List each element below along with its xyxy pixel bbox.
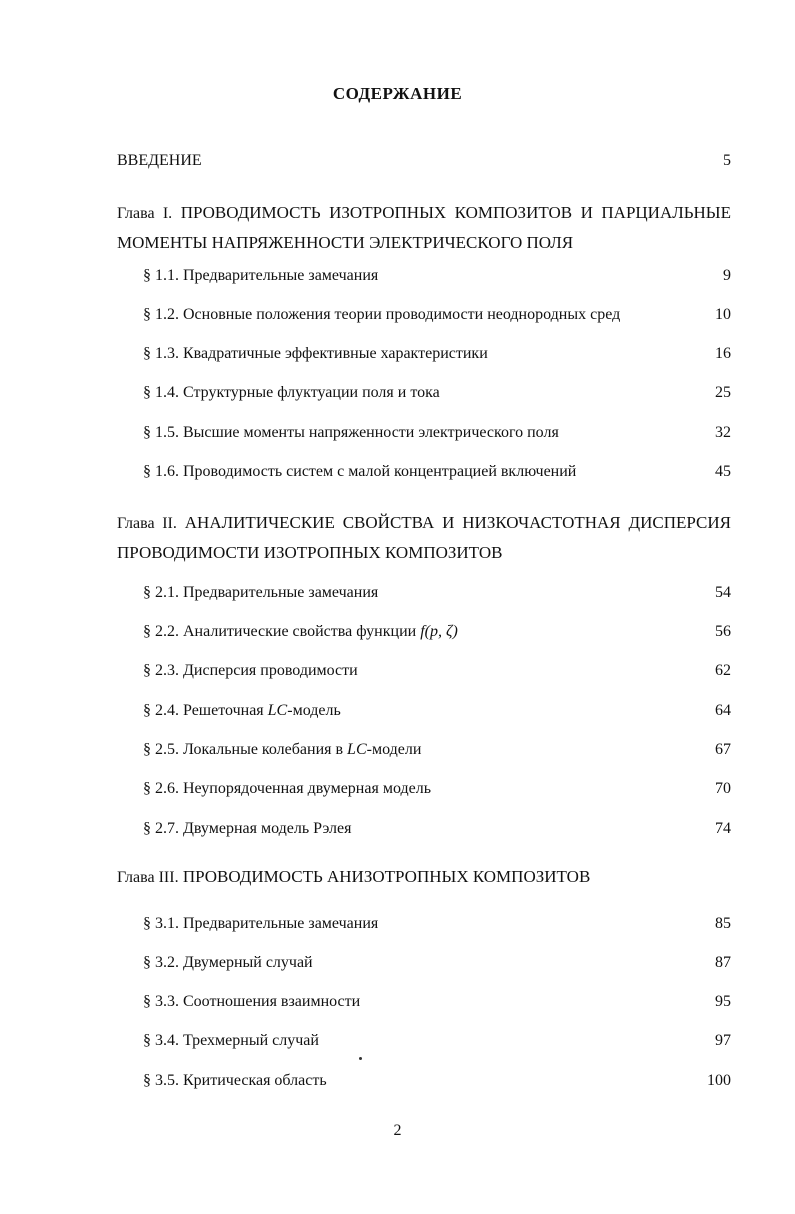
toc-entry-text	[143, 620, 458, 644]
chapter-heading-2[interactable]	[117, 508, 731, 567]
toc-entry-title: § 2.2. Аналитические свойства функции	[143, 623, 417, 640]
toc-page-number: 95	[715, 993, 731, 1010]
toc-entry[interactable]	[0, 738, 795, 762]
toc-entry[interactable]	[0, 264, 795, 288]
math-expression: LC	[347, 741, 367, 758]
toc-page-number: 10	[715, 306, 731, 323]
chapter-label: Глава I.	[117, 205, 173, 222]
toc-page-number: 67	[715, 741, 731, 758]
chapter-label: Глава III.	[117, 869, 179, 886]
toc-entry[interactable]	[0, 342, 795, 366]
toc-entry[interactable]	[0, 421, 795, 445]
toc-entry[interactable]	[0, 951, 795, 975]
toc-entry-text	[143, 699, 341, 723]
toc-entry-title: § 2.6. Неупорядоченная двумерная модель	[143, 780, 432, 797]
page-number: 2	[393, 1122, 402, 1139]
toc-page-number: 5	[723, 152, 731, 169]
toc-entry[interactable]	[0, 912, 795, 936]
toc-entry[interactable]	[0, 1029, 795, 1053]
toc-entry-title: § 1.6. Проводимость систем с малой концентрацией включений	[143, 463, 577, 480]
scan-speck	[359, 1057, 362, 1060]
toc-entry[interactable]	[0, 620, 795, 644]
toc-entry-title: § 3.5. Критическая область	[143, 1072, 327, 1089]
toc-entry-title: § 3.3. Соотношения взаимности	[143, 993, 361, 1010]
chapter-title: ПРОВОДИМОСТЬ АНИЗОТРОПНЫХ КОМПОЗИТОВ	[182, 867, 591, 886]
toc-entry-title: § 2.5. Локальные колебания в	[143, 741, 344, 758]
toc-entry[interactable]	[0, 659, 795, 683]
toc-page-number: 45	[715, 463, 731, 480]
chapter-label: Глава II.	[117, 515, 177, 532]
toc-page-number: 54	[715, 584, 731, 601]
toc-entry-title: § 1.4. Структурные флуктуации поля и тока	[143, 384, 440, 401]
toc-entry[interactable]	[0, 460, 795, 484]
toc-page-number: 32	[715, 424, 731, 441]
toc-page-number: 70	[715, 780, 731, 797]
toc-entry-intro[interactable]	[0, 149, 795, 173]
toc-entry-title: § 2.4. Решеточная	[143, 702, 264, 719]
toc-entry[interactable]	[0, 817, 795, 841]
toc-entry-suffix: -модели	[366, 741, 422, 758]
toc-entry-suffix: -модель	[287, 702, 341, 719]
toc-entry-title: § 1.3. Квадратичные эффективные характеристики	[143, 345, 488, 362]
toc-entry-text	[143, 738, 421, 762]
toc-entry-title: § 1.1. Предварительные замечания	[143, 267, 379, 284]
toc-entry[interactable]	[0, 990, 795, 1014]
toc-page-number: 87	[715, 954, 731, 971]
math-expression: LC	[267, 702, 288, 719]
toc-entry-title: § 2.3. Дисперсия проводимости	[143, 662, 358, 679]
toc-entry[interactable]	[0, 1069, 795, 1093]
toc-entry[interactable]	[0, 581, 795, 605]
chapter-title: АНАЛИТИЧЕСКИЕ СВОЙСТВА И НИЗКОЧАСТОТНАЯ ДИСПЕРСИЯ ПРОВОДИМОСТИ ИЗОТРОПНЫХ КОМПОЗИТОВ	[117, 513, 732, 562]
page-title: СОДЕРЖАНИЕ	[332, 84, 463, 103]
toc-entry-title: § 2.1. Предварительные замечания	[143, 584, 379, 601]
toc-page-number: 85	[715, 915, 731, 932]
toc-entry[interactable]	[0, 381, 795, 405]
toc-entry[interactable]	[0, 699, 795, 723]
toc-entry-title: ВВЕДЕНИЕ	[117, 152, 202, 169]
toc-entry-title: § 2.7. Двумерная модель Рэлея	[143, 820, 352, 837]
toc-page-number: 25	[715, 384, 731, 401]
toc-page-number: 16	[715, 345, 731, 362]
toc-entry-title: § 3.4. Трехмерный случай	[143, 1032, 319, 1049]
chapter-heading-1[interactable]	[117, 198, 731, 257]
toc-page-number: 74	[715, 820, 731, 837]
chapter-title: ПРОВОДИМОСТЬ ИЗОТРОПНЫХ КОМПОЗИТОВ И ПАРЦИАЛЬНЫЕ МОМЕНТЫ НАПРЯЖЕННОСТИ ЭЛЕКТРИЧЕСКОГО ПОЛЯ	[117, 203, 732, 252]
toc-entry-title: § 3.1. Предварительные замечания	[143, 915, 379, 932]
toc-page-number: 62	[715, 662, 731, 679]
toc-entry-title: § 3.2. Двумерный случай	[143, 954, 313, 971]
toc-page-number: 100	[707, 1072, 731, 1089]
toc-entry[interactable]	[0, 303, 795, 327]
toc-page-number: 56	[715, 623, 731, 640]
toc-page-number: 97	[715, 1032, 731, 1049]
toc-entry-title: § 1.5. Высшие моменты напряженности электрического поля	[143, 424, 559, 441]
toc-page-number: 9	[723, 267, 731, 284]
toc-entry-title: § 1.2. Основные положения теории проводимости неоднородных сред	[143, 306, 621, 323]
math-expression: f(p, ζ)	[420, 623, 458, 640]
chapter-heading-3[interactable]	[117, 862, 731, 892]
toc-entry[interactable]	[0, 777, 795, 801]
toc-page-number: 64	[715, 702, 731, 719]
